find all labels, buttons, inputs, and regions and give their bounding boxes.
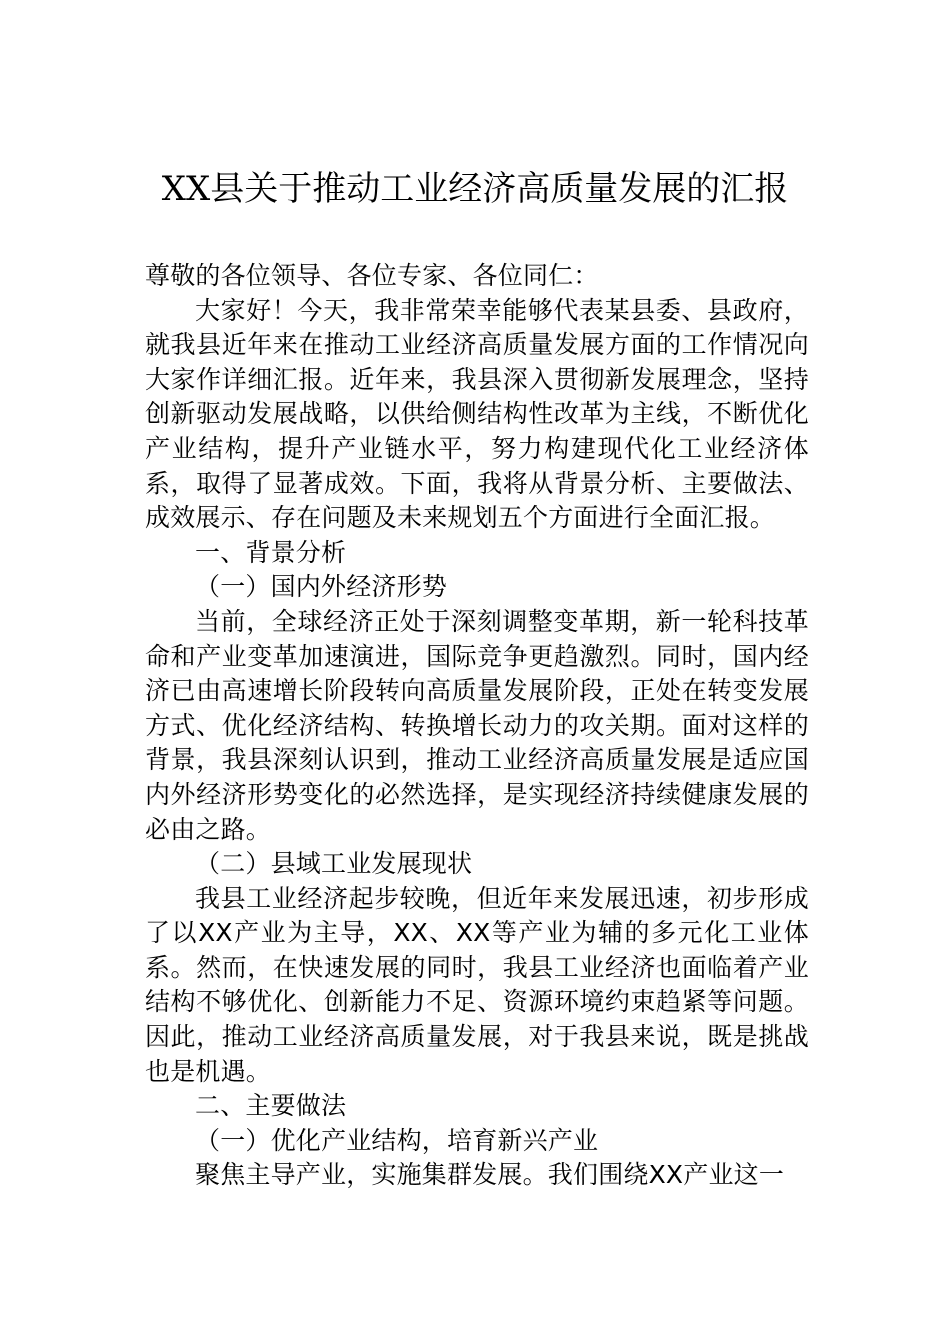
section-heading-background: 一、背景分析 — [195, 537, 347, 567]
paragraph-industry-status: 我县工业经济起步较晚，但近年来发展迅速，初步形成了以XX产业为主导，XX、XX等产业为辅的多元化工业体系。然而，在快速发展的同时，我县工业经济也面临着产业结构不够优化、创新能力不足、资源环境约束趋紧等问题。因此，推动工业经济高质量发展，对于我县来说，既是挑战也是机遇。 — [145, 883, 809, 1086]
document-title: XX县关于推动工业经济高质量发展的汇报 — [161, 169, 789, 209]
document-body — [145, 259, 809, 1193]
intro-paragraph: 大家好！今天，我非常荣幸能够代表某县委、县政府，就我县近年来在推动工业经济高质量发展方面的工作情况向大家作详细汇报。近年来，我县深入贯彻新发展理念，坚持创新驱动发展战略，以供给侧结构性改革为主线，不断优化产业结构，提升产业链水平，努力构建现代化工业经济体系，取得了显著成效。下面，我将从背景分析、主要做法、成效展示、存在问题及未来规划五个方面进行全面汇报。 — [145, 295, 809, 533]
paragraph-optimize-structure: 聚焦主导产业，实施集群发展。我们围绕XX产业这一 — [195, 1160, 785, 1190]
section-heading-main-measures: 二、主要做法 — [195, 1091, 347, 1121]
subsection-heading-economic-situation: （一）国内外经济形势 — [195, 572, 448, 602]
salutation: 尊敬的各位领导、各位专家、各位同仁： — [145, 261, 599, 290]
paragraph-economic-situation: 当前，全球经济正处于深刻调整变革期，新一轮科技革命和产业变革加速演进，国际竞争更趋激烈。同时，国内经济已由高速增长阶段转向高质量发展阶段，正处在转变发展方式、优化经济结构、转换增长动力的攻关期。面对这样的背景，我县深刻认识到，推动工业经济高质量发展是适应国内外经济形势变化的必然选择，是实现经济持续健康发展的必由之路。 — [145, 606, 809, 844]
subsection-heading-optimize-structure: （一）优化产业结构，培育新兴产业 — [195, 1125, 599, 1155]
subsection-heading-industry-status: （二）县域工业发展现状 — [195, 849, 473, 879]
